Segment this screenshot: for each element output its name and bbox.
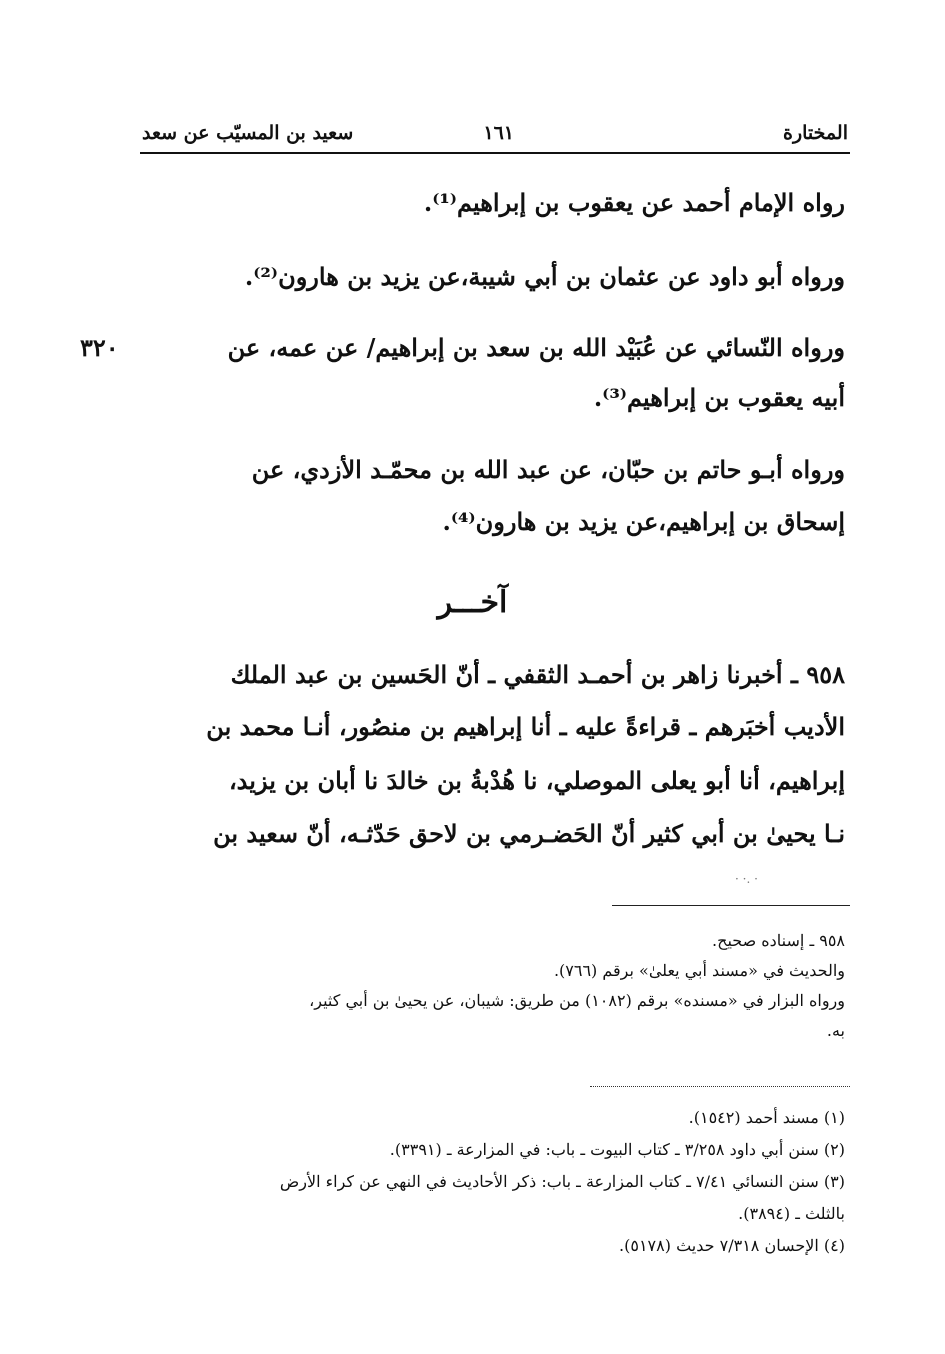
footnote-1: (١) مسند أحمد (١٥٤٢).	[688, 1108, 845, 1127]
page-number: ١٦١	[483, 122, 514, 144]
footnote-2: (٢) سنن أبي داود ٣/٢٥٨ ـ كتاب البيوت ـ باب: في المزارعة ـ (٣٣٩١).	[389, 1140, 845, 1159]
body-line-5: ورواه أبـو حاتم بن حبّان، عن عبد الله بن محمّـد الأزدي، عن	[251, 455, 845, 484]
book-title: المختارة	[783, 122, 848, 144]
hadith-line-3: إبراهيم، أنا أبو يعلى الموصلي، نا هُدْبةُ بن خالدَ نا أبان بن يزيد،	[228, 766, 845, 795]
body-line-1: رواه الإمام أحمد عن يعقوب بن إبراهيم⁽¹⁾.	[423, 188, 845, 217]
hadith-line-1: ٩٥٨ ـ أخبرنا زاهر بن أحمـد الثقفي ـ أنّ الحَسين بن عبد الملك	[230, 660, 845, 689]
footnote-3-continued: بالثلث ـ (٣٨٩٤).	[738, 1204, 845, 1223]
footnote-4: (٤) الإحسان ٧/٣١٨ حديث (٥١٧٨).	[619, 1236, 845, 1255]
takhrij-line-3: ورواه البزار في «مسنده» برقم (١٠٨٢) من طريق: شيبان، عن يحيىٰ بن أبي كثير،	[309, 991, 845, 1010]
body-line-2: ورواه أبو داود عن عثمان بن أبي شيبة،عن يزيد بن هارون⁽²⁾.	[244, 262, 845, 291]
takhrij-rule	[612, 905, 850, 906]
hadith-line-4: نـا يحيىٰ بن أبي كثير أنّ الحَضـرمي بن لاحق حَدّثـه، أنّ سعيد بن	[213, 819, 845, 848]
body-line-3: ورواه النّسائي عن عُبَيْد الله بن سعد بن إبراهيم/ عن عمه، عن	[227, 333, 845, 362]
header-rule	[140, 152, 850, 154]
footnote-separator	[590, 1086, 850, 1087]
footnote-3: (٣) سنن النسائي ٧/٤١ ـ كتاب المزارعة ـ باب: ذكر الأحاديث في النهي عن كراء الأرض	[279, 1172, 845, 1191]
margin-reference-number: ٣٢٠	[80, 333, 119, 362]
hadith-line-2: الأديب أخبَرهم ـ قراءةً عليه ـ أنا إبراهيم بن منصُور، أنـا محمد بن	[206, 712, 845, 741]
takhrij-line-1: ٩٥٨ ـ إسناده صحيح.	[712, 931, 845, 950]
takhrij-notes	[125, 926, 845, 1046]
takhrij-line-4: به.	[826, 1021, 845, 1040]
takhrij-line-2: والحديث في «مسند أبي يعلىٰ» برقم (٧٦٦).	[553, 961, 845, 980]
body-line-6: إسحاق بن إبراهيم،عن يزيد بن هارون⁽⁴⁾.	[442, 507, 845, 536]
footnotes	[125, 1102, 845, 1262]
scan-speckle: · ·. ·	[735, 872, 758, 886]
running-header	[140, 118, 850, 152]
chapter-title: سعيد بن المسيّب عن سعد	[142, 122, 354, 144]
section-heading: آخـــر	[437, 585, 508, 620]
body-line-4: أبيه يعقوب بن إبراهيم⁽³⁾.	[593, 383, 845, 412]
